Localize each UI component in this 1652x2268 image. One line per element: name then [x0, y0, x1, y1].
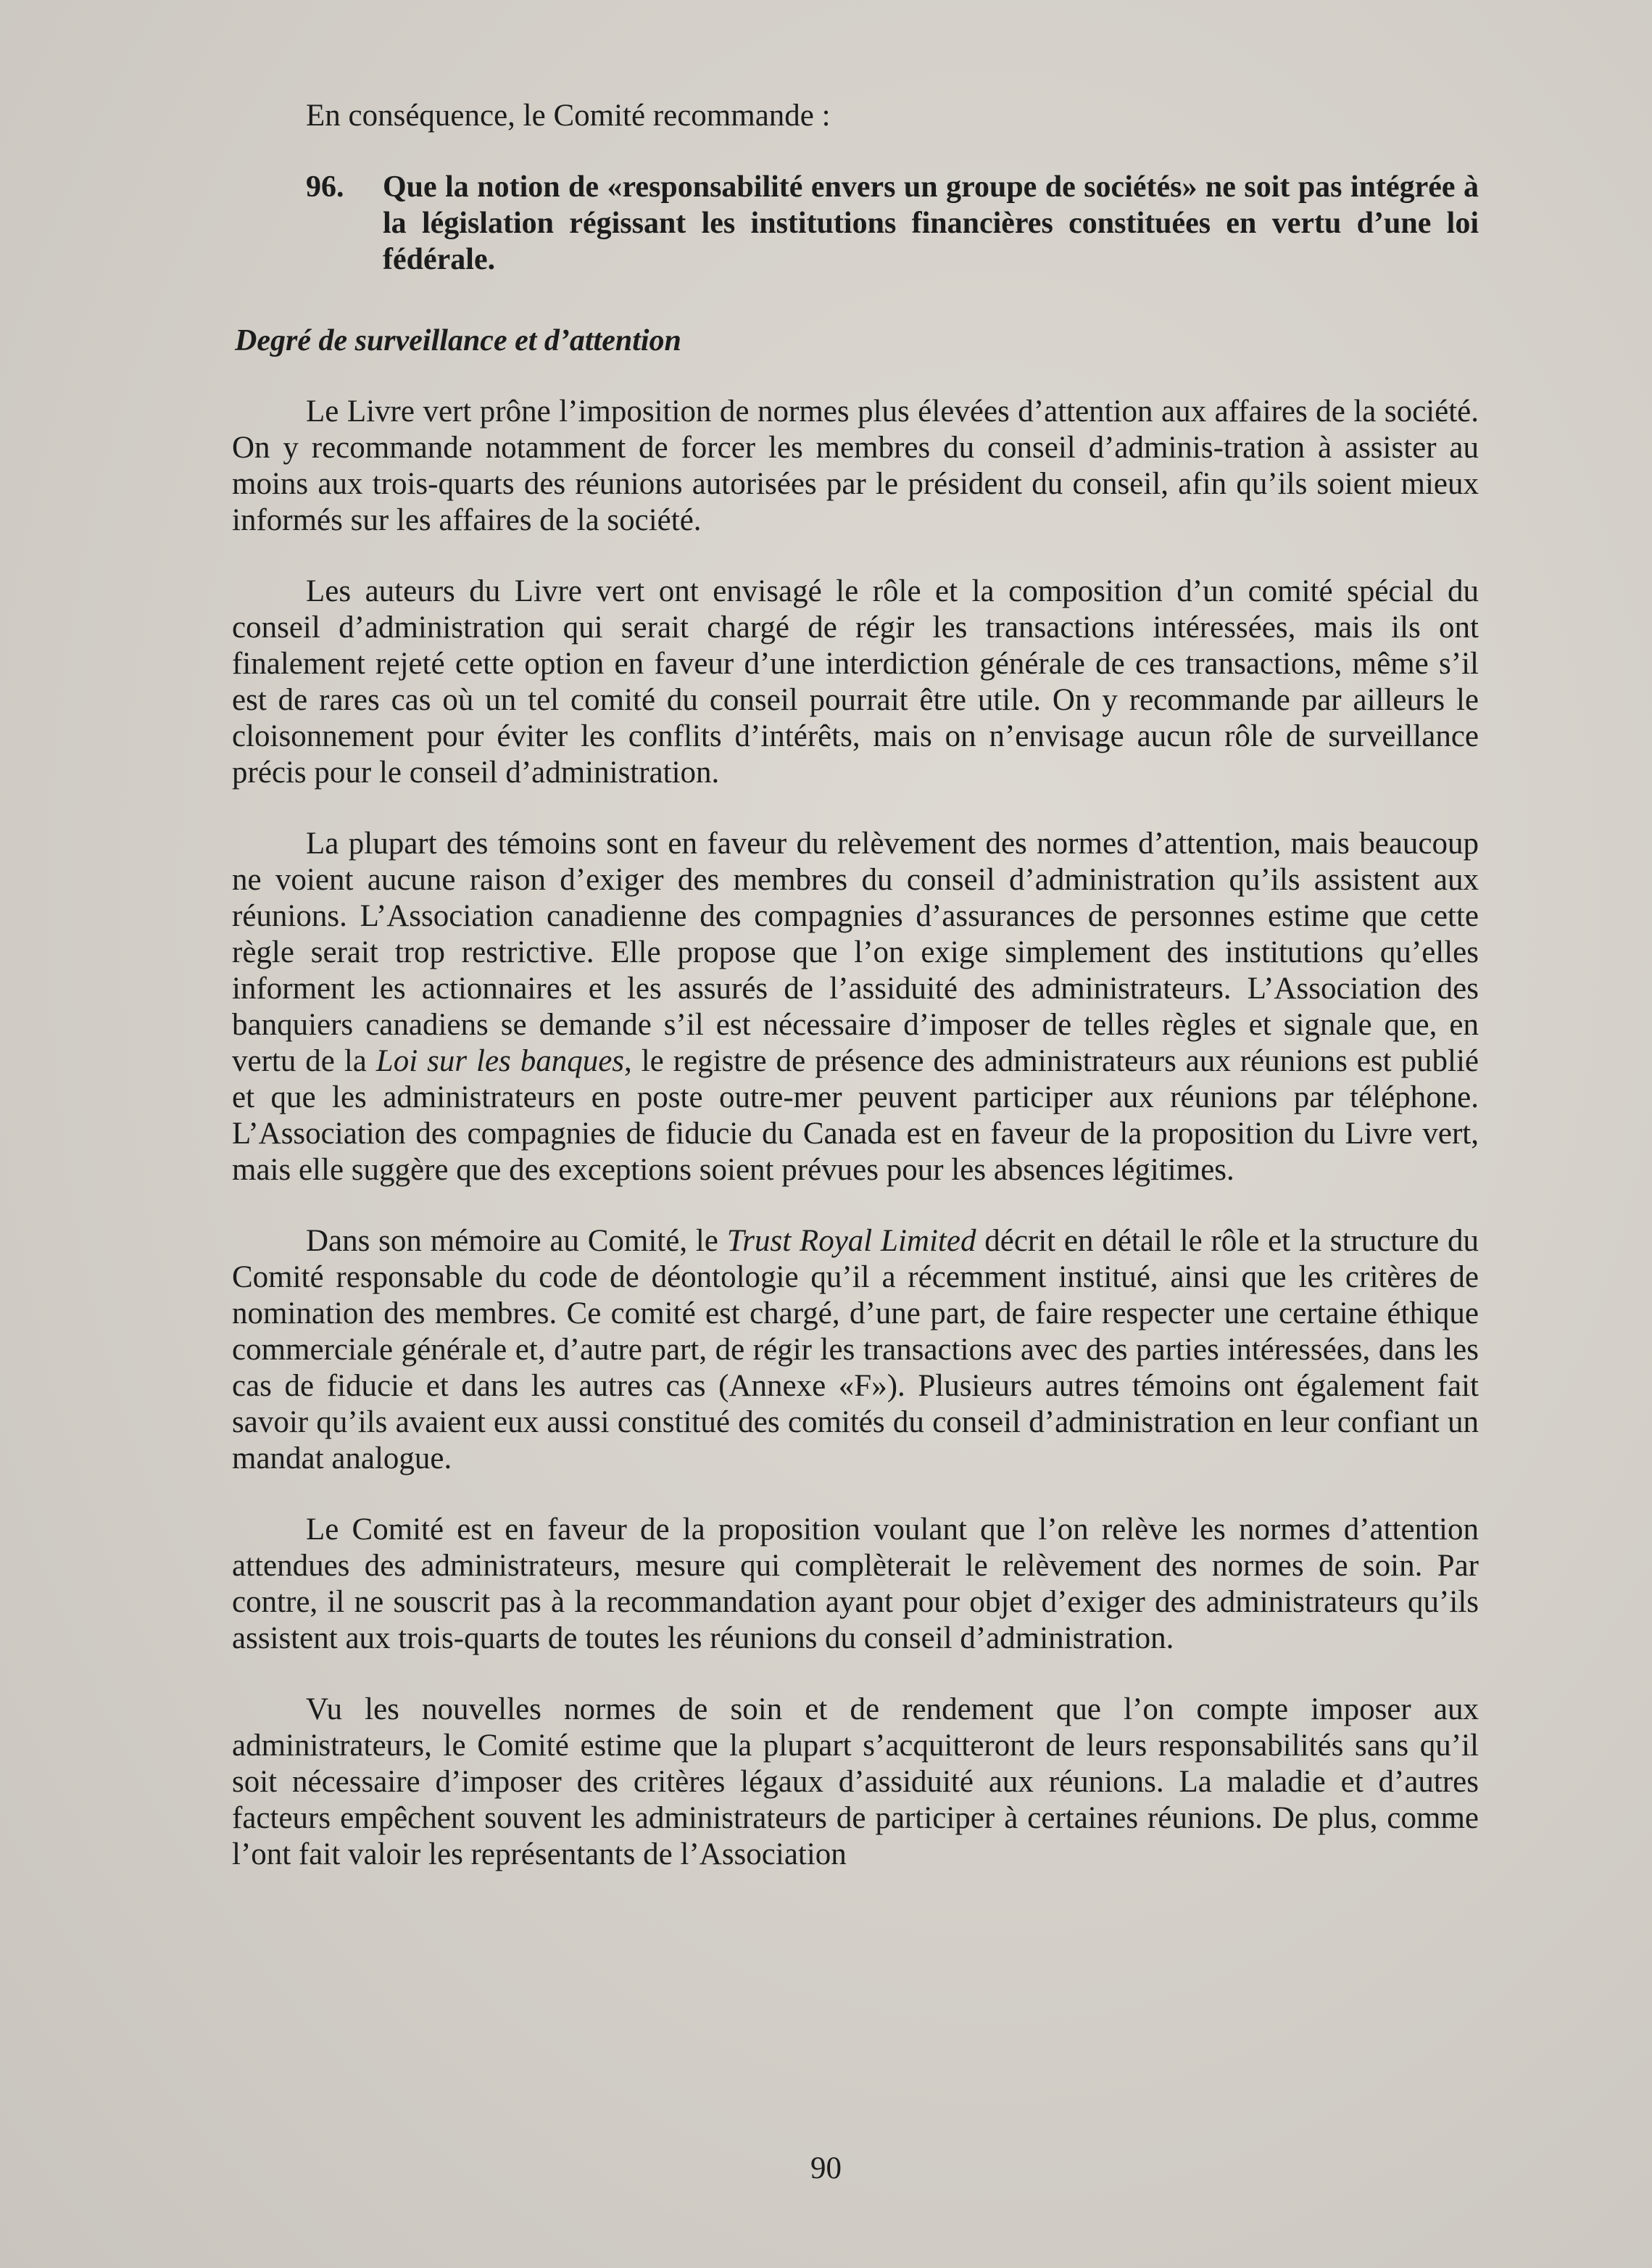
paragraph-3-part-b: , le registre de présence des administrateurs aux réunions est publié et que les administrateurs en poste outre-mer peuvent participer aux réunions par téléphone. L’Association des compagnies de fiducie du Canada est en faveur de la proposition du Livre vert, mais elle suggère que des exceptions soient prévues pour les absences légitimes.	[232, 1044, 1479, 1187]
paragraph-3-part-a: La plupart des témoins sont en faveur du relèvement des normes d’attention, mais beaucoup ne voient aucune raison d’exiger des membres du conseil d’administration qu’ils assistent aux réunions. L’Association canadienne des compagnies d’assurances de personnes estime que cette règle serait trop restrictive. Elle propose que l’on exige simplement des institutions qu’elles informent les actionnaires et les assurés de l’assiduité des administrateurs. L’Association des banquiers canadiens se demande s’il est nécessaire d’imposer de telles règles et signale que, en vertu de la	[232, 827, 1479, 1078]
paragraph-4-part-b: décrit en détail le rôle et la structure du Comité responsable du code de déontologie qu’il a récemment institué, ainsi que les critères de nomination des membres. Ce comité est chargé, d’une part, de faire respecter une certaine éthique commerciale générale et, d’autre part, de régir les transactions avec des parties intéressées, dans les cas de fiducie et dans les autres cas (Annexe «F»). Plusieurs autres témoins ont également fait savoir qu’ils avaient eux aussi constitué des comités du conseil d’administration en leur confiant un mandat analogue.	[232, 1224, 1479, 1476]
paragraph-4-part-a: Dans son mémoire au Comité, le	[306, 1224, 727, 1258]
paragraph-4	[232, 1223, 1479, 1477]
recommendation-text: Que la notion de «responsabilité envers un groupe de sociétés» ne soit pas intégrée à la législation régissant les institutions financières constituées en vertu d’une loi fédérale.	[383, 170, 1479, 276]
lead-line: En conséquence, le Comité recommande :	[306, 99, 831, 133]
paragraph-6: Vu les nouvelles normes de soin et de rendement que l’on compte imposer aux administrateurs, le Comité estime que la plupart s’acquitteront de leurs responsabilités sans qu’il soit nécessaire d’imposer des critères légaux d’assiduité aux réunions. La maladie et d’autres facteurs empêchent souvent les administrateurs de participer à certaines réunions. De plus, comme l’ont fait valoir les représentants de l’Association	[232, 1692, 1479, 1871]
text-column	[232, 98, 1479, 1873]
paragraph-5: Le Comité est en faveur de la proposition voulant que l’on relève les normes d’attention attendues des administrateurs, mesure qui complèterait le relèvement des normes de soin. Par contre, il ne souscrit pas à la recommandation ayant pour objet d’exiger des administrateurs qu’ils assistent aux trois-quarts de toutes les réunions du conseil d’administration.	[232, 1512, 1479, 1655]
recommendation-96	[306, 169, 1479, 278]
paragraph-4-italic-name: Trust Royal Limited	[726, 1224, 976, 1258]
paragraph-3-italic-title: Loi sur les banques	[375, 1044, 625, 1078]
page-number: 90	[810, 2151, 842, 2185]
paragraph-3	[232, 826, 1479, 1188]
paragraph-1: Le Livre vert prône l’imposition de normes plus élevées d’attention aux affaires de la société. On y recommande notamment de forcer les membres du conseil d’adminis-tration à assister au moins aux trois-quarts des réunions autorisées par le président du conseil, afin qu’ils soient mieux informés sur les affaires de la société.	[232, 394, 1479, 537]
paragraph-2: Les auteurs du Livre vert ont envisagé le rôle et la composition d’un comité spécial du conseil d’administration qui serait chargé de régir les transactions intéressées, mais ils ont finalement rejeté cette option en faveur d’une interdiction générale de ces transactions, même s’il est de rares cas où un tel comité du conseil pourrait être utile. On y recommande par ailleurs le cloisonnement pour éviter les conflits d’intérêts, mais on n’envisage aucun rôle de surveillance précis pour le conseil d’administration.	[232, 574, 1479, 790]
recommendation-number: 96.	[306, 170, 344, 204]
section-heading: Degré de surveillance et d’attention	[235, 324, 681, 357]
